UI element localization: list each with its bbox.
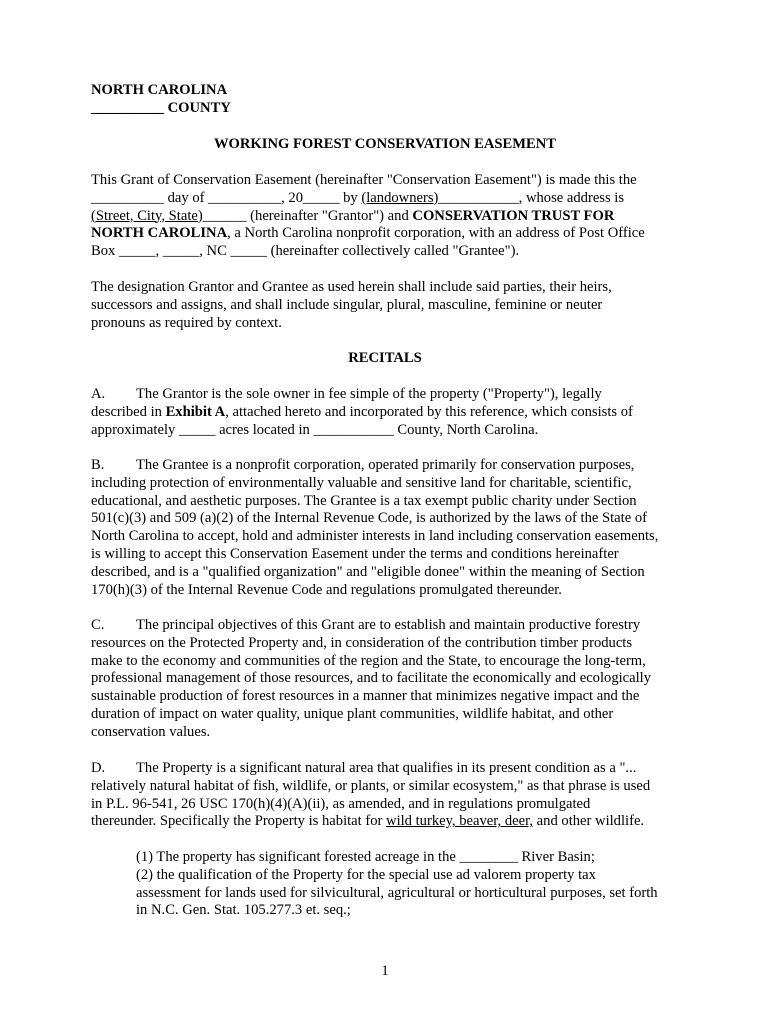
recital-line: relatively natural habitat of fish, wildlife, or plants, or similar ecosystem," as that phrase is used bbox=[91, 777, 651, 794]
recital-letter: A. bbox=[91, 386, 106, 402]
address-field: (Street, City, State) bbox=[91, 207, 203, 224]
recital-line: 170(h)(3) of the Internal Revenue Code and regulations promulgated thereunder. bbox=[91, 581, 562, 598]
recital-line: 501(c)(3) and 509 (a)(2) of the Internal Revenue Code, is authorized by the laws of the State of bbox=[91, 510, 647, 527]
designation-paragraph bbox=[91, 279, 691, 332]
recital-line: including protection of environmentally valuable and sensitive land for charitable, scientific, bbox=[91, 474, 632, 491]
state-heading bbox=[91, 82, 691, 118]
recital-line: described, and is a "qualified organization" and "eligible donee" within the meaning of Section bbox=[91, 563, 645, 580]
recital-d bbox=[91, 760, 691, 831]
state-name: NORTH CAROLINA bbox=[91, 82, 228, 98]
recital-line: and other wildlife. bbox=[533, 813, 645, 830]
list-item: (2) the qualification of the Property for the special use ad valorem property tax bbox=[136, 866, 596, 883]
recital-letter: B. bbox=[91, 457, 105, 473]
designation-line: pronouns as required by context. bbox=[91, 314, 282, 331]
recital-line: The principal objectives of this Grant are to establish and maintain productive forestry bbox=[136, 617, 641, 633]
intro-line: This Grant of Conservation Easement (hereinafter "Conservation Easement") is made this the bbox=[91, 172, 637, 188]
document-title: WORKING FOREST CONSERVATION EASEMENT bbox=[213, 136, 557, 152]
designation-line: successors and assigns, and shall include singular, plural, masculine, feminine or neuter bbox=[91, 296, 603, 313]
recital-line: North Carolina to accept, hold and administer interests in land including conservation easements, bbox=[91, 528, 659, 545]
list-item: (1) The property has significant forested acreage in the ________ River Basin; bbox=[136, 849, 595, 865]
intro-line: __________ day of __________, 20_____ by bbox=[91, 189, 362, 206]
recital-c bbox=[91, 617, 691, 742]
exhibit-reference: Exhibit A bbox=[165, 403, 226, 420]
county-line: __________ COUNTY bbox=[91, 99, 231, 116]
recital-line: The Property is a significant natural area that qualifies in its present condition as a "... bbox=[136, 760, 637, 776]
qualification-items bbox=[136, 849, 696, 920]
recitals-heading: RECITALS bbox=[348, 350, 422, 366]
designation-line: The designation Grantor and Grantee as used herein shall include said parties, their heirs, bbox=[91, 279, 612, 295]
list-item: in N.C. Gen. Stat. 105.277.3 et. seq.; bbox=[136, 902, 351, 919]
recital-line: in P.L. 96-541, 26 USC 170(h)(4)(A)(ii), as amended, and in regulations promulgated bbox=[91, 795, 591, 812]
recital-a bbox=[91, 386, 691, 439]
recital-line: thereunder. Specifically the Property is habitat for bbox=[91, 813, 387, 830]
grantee-name: NORTH CAROLINA bbox=[91, 225, 228, 242]
grantee-name: CONSERVATION TRUST FOR bbox=[412, 207, 615, 224]
intro-line: Box _____, _____, NC _____ (hereinafter collectively called "Grantee"). bbox=[91, 243, 520, 260]
wildlife-list: wild turkey, beaver, deer, bbox=[386, 813, 534, 830]
list-item: assessment for lands used for silvicultural, agricultural or horticultural purposes, set forth bbox=[136, 884, 658, 901]
intro-line: , a North Carolina nonprofit corporation, with an address of Post Office bbox=[227, 225, 645, 242]
recital-line: make to the economy and communities of the region and the State, to encourage the long-term, bbox=[91, 652, 646, 669]
recital-line: resources on the Protected Property and, in consideration of the contribution timber products bbox=[91, 634, 633, 651]
recital-line: professional management of those resources, and to facilitate the economically and ecologically bbox=[91, 670, 652, 687]
recital-line: sustainable production of forest resources in a manner that minimizes negative impact and the bbox=[91, 688, 640, 705]
recital-b bbox=[91, 457, 691, 599]
recital-line: described in bbox=[91, 403, 166, 420]
landowners-field: (landowners) bbox=[361, 189, 439, 206]
recital-line: The Grantee is a nonprofit corporation, operated primarily for conservation purposes, bbox=[136, 457, 635, 473]
recital-line: approximately _____ acres located in ___________ County, North Carolina. bbox=[91, 421, 539, 438]
recital-line: educational, and aesthetic purposes. The Grantee is a tax exempt public charity under Section bbox=[91, 492, 637, 509]
recital-letter: D. bbox=[91, 760, 106, 776]
recital-line: conservation values. bbox=[91, 723, 211, 740]
recital-line: is willing to accept this Conservation Easement under the terms and conditions hereinafter bbox=[91, 545, 619, 562]
recital-line: duration of impact on water quality, unique plant communities, wildlife habitat, and other bbox=[91, 705, 614, 722]
recital-line: , attached hereto and incorporated by this reference, which consists of bbox=[225, 403, 633, 420]
intro-line: ___________, whose address is bbox=[438, 189, 625, 206]
recital-letter: C. bbox=[91, 617, 105, 633]
page-number: 1 bbox=[381, 963, 389, 979]
intro-line: ______ (hereinafter "Grantor") and bbox=[202, 207, 413, 224]
intro-paragraph bbox=[91, 172, 691, 261]
recital-line: The Grantor is the sole owner in fee simple of the property ("Property"), legally bbox=[136, 386, 602, 402]
